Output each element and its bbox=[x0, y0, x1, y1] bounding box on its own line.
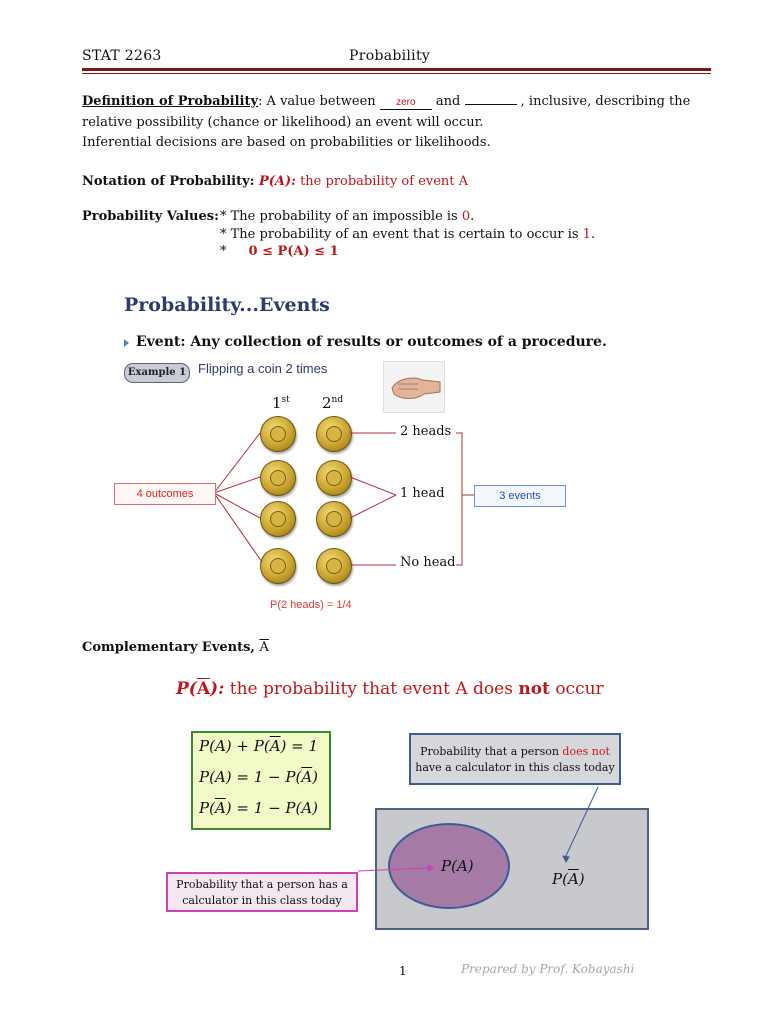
complement-text-b: occur bbox=[549, 679, 604, 699]
events-box: 3 events bbox=[474, 485, 566, 507]
definition-text-a: : A value between bbox=[258, 94, 380, 109]
values-line-2-end: . bbox=[590, 227, 596, 242]
complement-text-a: the probability that event A does bbox=[224, 679, 519, 699]
definition-line-2: relative possibility (chance or likelihood) an event will occur. bbox=[82, 115, 484, 130]
definition-blank-zero: zero bbox=[380, 97, 432, 110]
page-title: Probability bbox=[349, 48, 431, 64]
column-header-first: 1st bbox=[272, 394, 290, 412]
page-number: 1 bbox=[399, 964, 407, 978]
values-label: Probability Values: bbox=[82, 209, 219, 224]
label-one-head: 1 head bbox=[400, 486, 445, 501]
callout-not-text-b: have a calculator in this class today bbox=[415, 761, 615, 774]
formula-3: $P(\overline{A}) = 1 - P(A)$ bbox=[199, 799, 319, 817]
callout-not-red: does not bbox=[562, 745, 610, 758]
definition-text-c: , inclusive, describing the bbox=[516, 94, 691, 109]
complement-pabar-symbol: $P(\overline{A})$: bbox=[176, 679, 225, 699]
course-code: STAT 2263 bbox=[82, 48, 162, 64]
values-zero: 0 bbox=[461, 209, 471, 224]
label-no-head: No head bbox=[400, 555, 456, 570]
venn-label-pa: P(A) bbox=[441, 857, 474, 875]
prepared-by: Prepared by Prof. Kobayashi bbox=[461, 962, 635, 976]
label-two-heads: 2 heads bbox=[400, 424, 452, 439]
column-header-second: 2nd bbox=[322, 394, 344, 412]
slide-title: Probability...Events bbox=[124, 294, 330, 316]
example-text: Flipping a coin 2 times bbox=[198, 361, 328, 376]
complement-symbol: $\overline{A}$ bbox=[259, 640, 269, 655]
callout-not-text-a: Probability that a person bbox=[420, 745, 563, 758]
values-line-1-text: * The probability of an impossible is bbox=[220, 209, 462, 224]
definition-line-3: Inferential decisions are based on probabilities or likelihoods. bbox=[82, 135, 491, 150]
definition-text-b: and bbox=[431, 94, 465, 109]
values-line-1-end: . bbox=[470, 209, 475, 224]
notation-symbol: P(A): bbox=[258, 174, 296, 189]
values-range: 0 ≤ P(A) ≤ 1 bbox=[248, 244, 339, 259]
example-badge: Example 1 bbox=[124, 363, 190, 383]
probability-two-heads: P(2 heads) = 1/4 bbox=[270, 599, 352, 611]
formula-2: $P(A) = 1 - P(\overline{A})$ bbox=[199, 768, 319, 786]
values-one: 1 bbox=[582, 227, 591, 242]
outcomes-box: 4 outcomes bbox=[114, 483, 216, 505]
complement-heading-text: Complementary Events, bbox=[82, 640, 260, 655]
venn-label-pabar: $P(\overline{A})$ bbox=[552, 870, 585, 888]
notation-text: the probability of event A bbox=[295, 174, 469, 189]
definition-term: Definition of Probability bbox=[82, 94, 259, 109]
event-definition: Event: Any collection of results or outcomes of a procedure. bbox=[136, 334, 607, 350]
callout-has-calculator: Probability that a person has a calculator in this class today bbox=[166, 872, 358, 912]
values-star: * bbox=[220, 244, 227, 259]
complement-not: not bbox=[518, 679, 550, 699]
notation-label: Notation of Probability: bbox=[82, 174, 259, 189]
formula-1: $P(A) + P(\overline{A}) = 1$ bbox=[199, 737, 319, 755]
values-line-2-text: * The probability of an event that is certain to occur is bbox=[220, 227, 583, 242]
